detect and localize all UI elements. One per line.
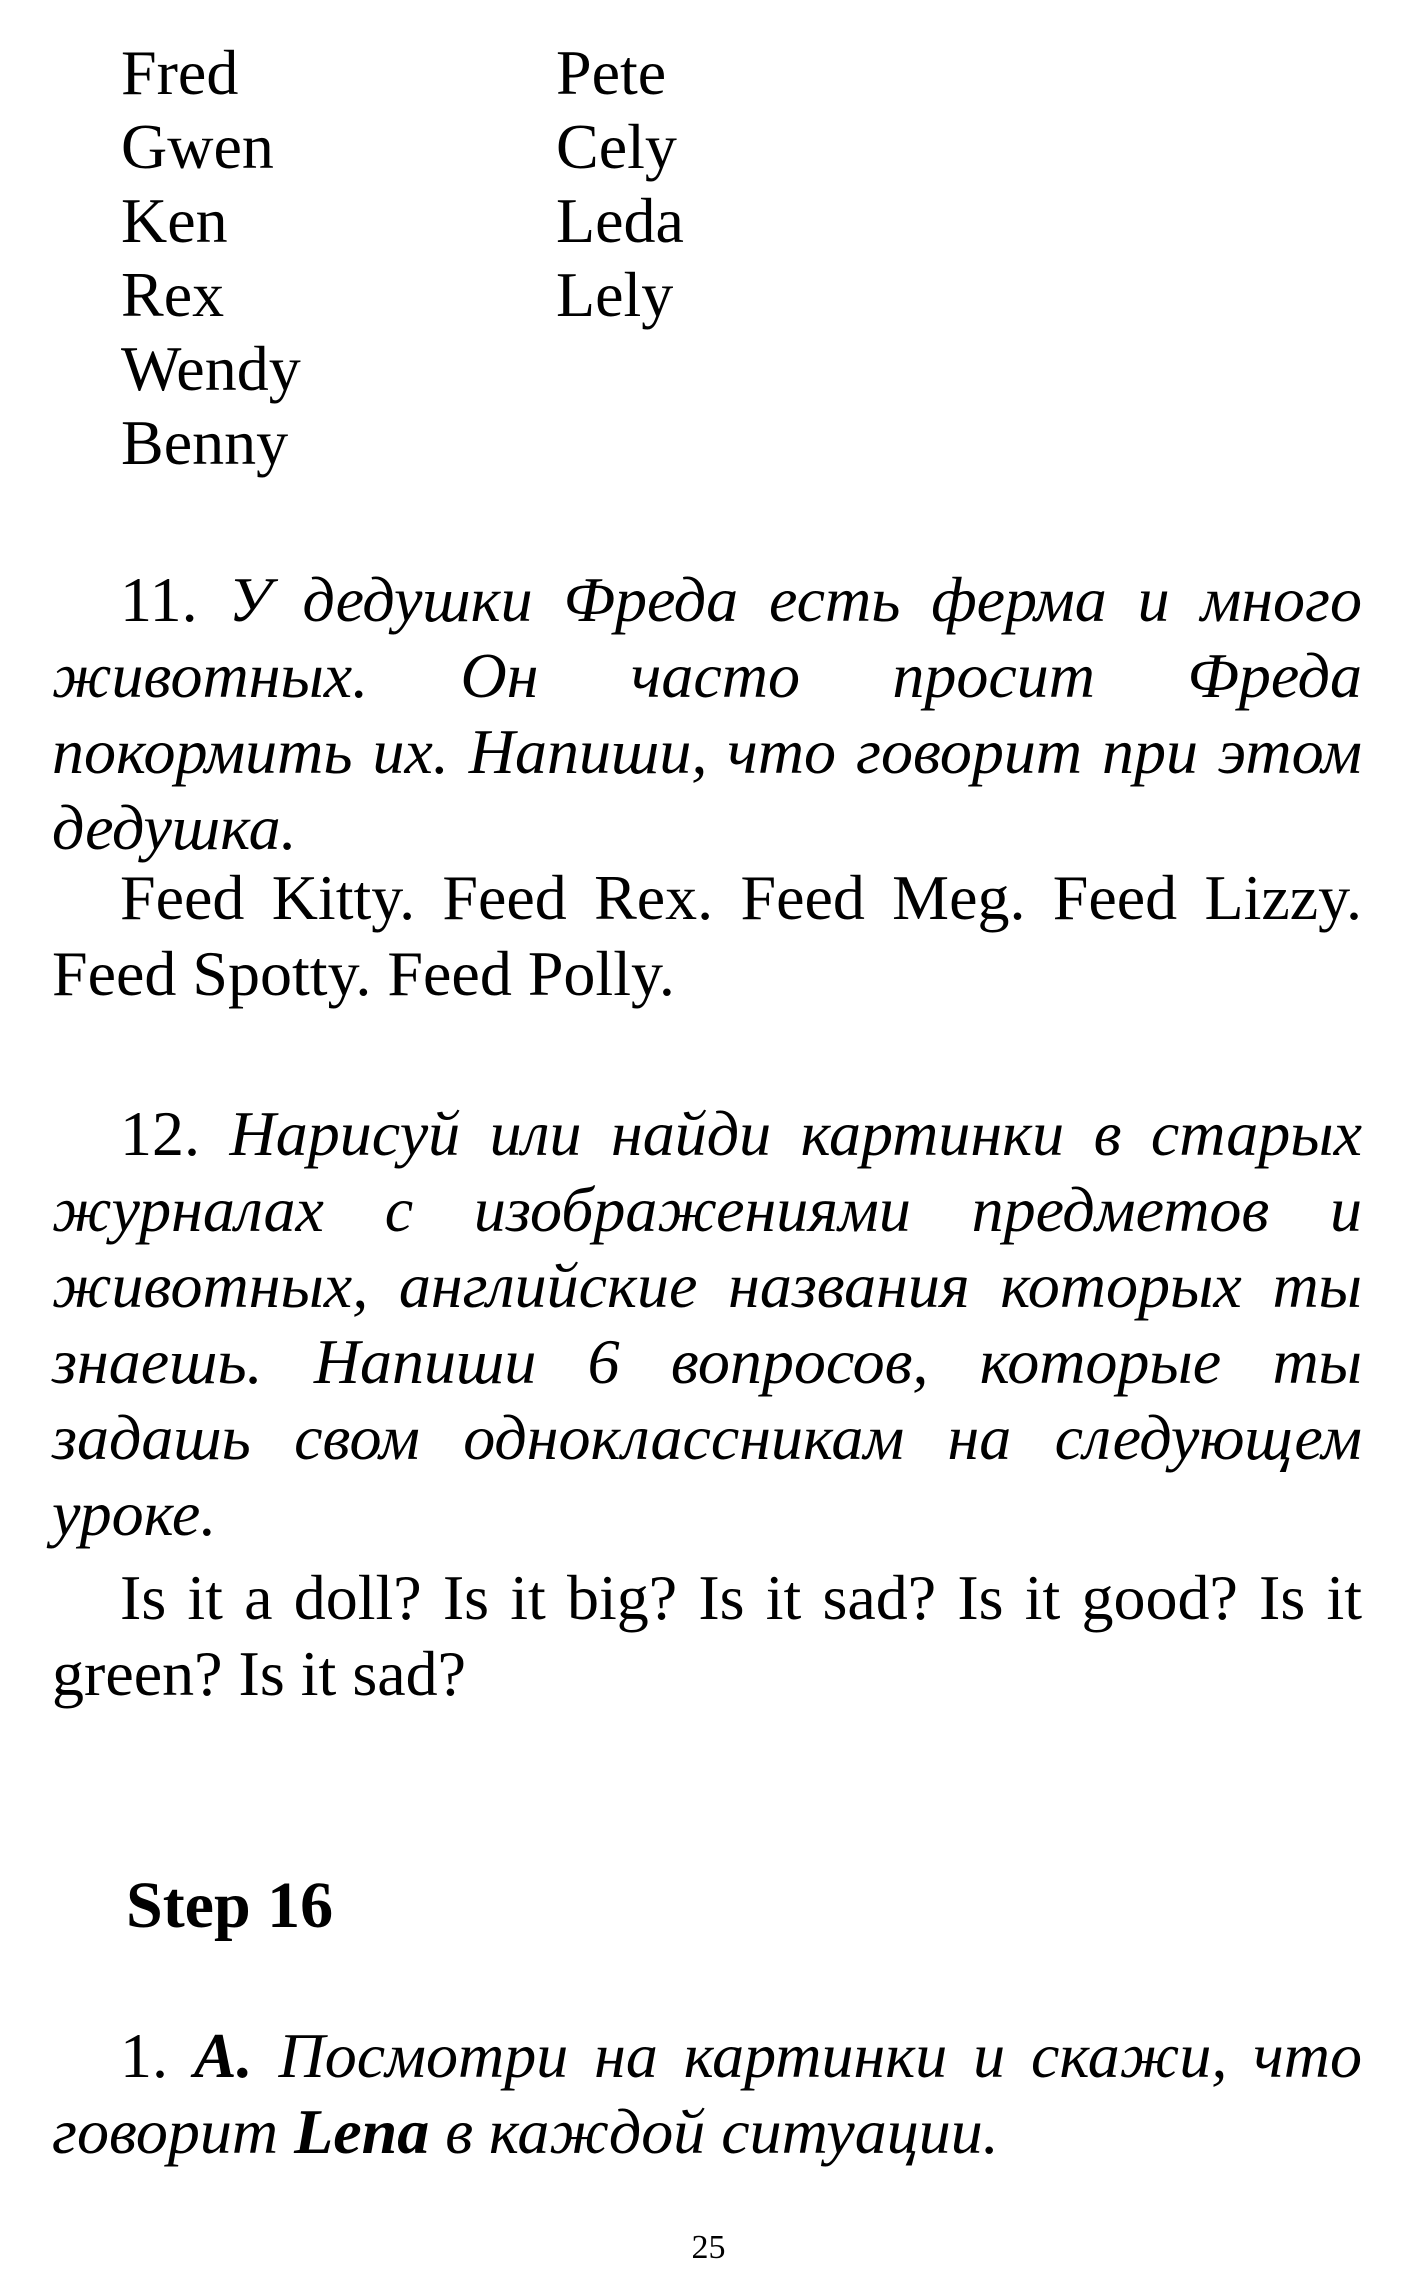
exercise-11-answer [52,860,1362,1012]
exercise-12-answer [52,1560,1362,1712]
exercise-instruction-text: Посмотри на картинки и скажи, что говорит [52,2020,1363,2167]
name-item: Lely [556,259,674,330]
names-list-left [121,36,301,480]
name-item: Leda [556,185,684,256]
name-item: Cely [556,111,677,182]
exercise-answer-text: Is it a doll? Is it big? Is it sad? Is it good? Is it green? Is it sad? [52,1562,1362,1709]
exercise-instruction-text: У дедушки Фреда есть ферма и много животных. Он часто просит Фреда покормить их. Напиши, что говорит при этом дедушка. [52,564,1362,863]
name-item: Ken [121,185,228,256]
exercise-instruction-text-end: в каждой ситуации. [445,2096,999,2167]
exercise-number: 11. [120,564,198,635]
step-heading: Step 16 [126,1869,334,1942]
exercise-number: 1. [120,2020,168,2091]
exercise-answer-text: Feed Kitty. Feed Rex. Feed Meg. Feed Lizzy. Feed Spotty. Feed Polly. [52,862,1362,1009]
exercise-12-instruction [52,1096,1362,1552]
name-item: Pete [556,37,667,108]
name-item: Gwen [121,111,274,182]
exercise-1-instruction [52,2018,1362,2170]
page-number: 25 [691,2229,726,2266]
exercise-number: 12. [120,1098,200,1169]
exercise-part-label: A. [193,2020,253,2091]
name-item: Fred [121,37,239,108]
character-name: Lena [294,2096,430,2167]
exercise-11-instruction [52,562,1362,866]
name-item: Rex [121,259,225,330]
exercise-instruction-text: Нарисуй или найди картинки в старых журналах с изображениями предметов и животных, английские названия которых ты знаешь. Напиши 6 вопросов, которые ты задашь свом одноклассникам на следующем уроке. [52,1098,1363,1549]
name-item: Benny [121,407,289,478]
names-list-right [556,36,684,332]
name-item: Wendy [121,333,301,404]
